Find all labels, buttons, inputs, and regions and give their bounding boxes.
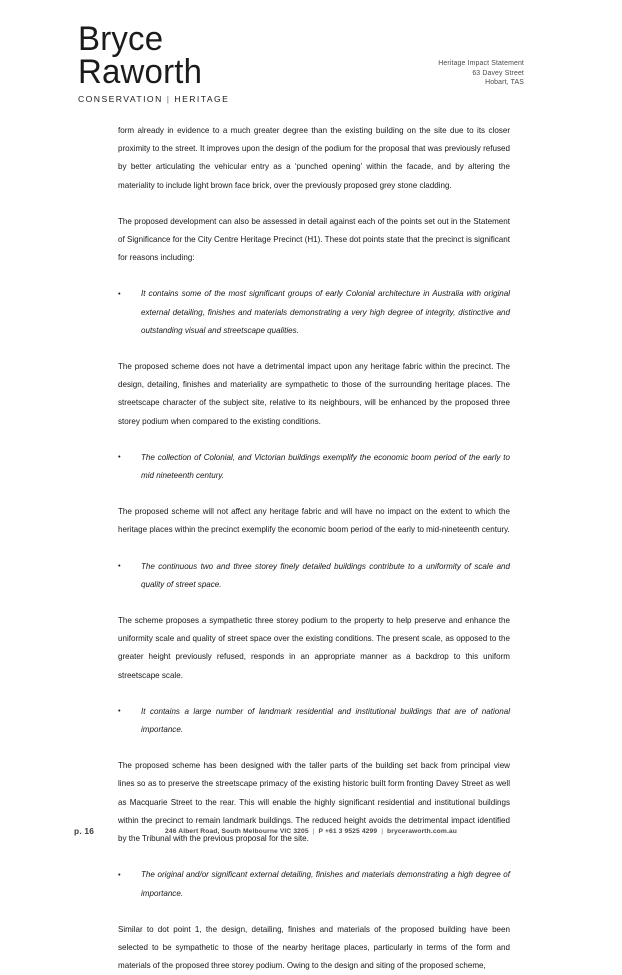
list-item: • The continuous two and three storey finely detailed buildings contribute to a uniformity of scale and quality of street space. <box>118 558 510 594</box>
bullet-list-3 <box>118 558 510 594</box>
company-logo <box>78 20 230 104</box>
footer-website[interactable]: bryceraworth.com.au <box>387 828 457 835</box>
list-item: • The original and/or significant external detailing, finishes and materials demonstrating a high degree of importance. <box>118 866 510 902</box>
paragraph-block-7 <box>118 921 510 975</box>
document-title: Heritage Impact Statement <box>438 60 524 67</box>
paragraph-block-4 <box>118 503 510 539</box>
bullet-list <box>118 866 510 902</box>
paragraph-block-3 <box>118 358 510 431</box>
bullet-list <box>118 285 510 340</box>
page-number: p. 16 <box>74 826 95 836</box>
paragraph-block-2 <box>118 213 510 268</box>
bullet-list-4 <box>118 703 510 739</box>
document-address-city: Hobart, TAS <box>485 79 524 87</box>
paragraph-block-5 <box>118 612 510 685</box>
document-body <box>118 122 510 975</box>
body-paragraph: The proposed scheme will not affect any heritage fabric and will have no impact on the extent to which the heritage places within the precinct exemplify the economic boom period of the early to mid-nineteenth century. <box>118 507 510 535</box>
logo-line-raworth: Raworth <box>78 53 203 91</box>
body-paragraph: The proposed development can also be assessed in detail against each of the points set out in the Statement of Significance for the City Centre Heritage Precinct (H1). These dot points state that the precinct is significant for reasons including: <box>118 216 510 263</box>
logo-line-bryce: Bryce <box>78 20 164 58</box>
footer-divider-2: | <box>381 828 384 835</box>
body-paragraph: form already in evidence to a much greater degree than the existing building on the site due to its closer proximity to the street. It improves upon the design of the podium for the proposal that was previously refused by better articulating the vehicular entry as a ‘punched opening’ within the facade, and by altering the materiality to include light brown face brick, over the previously proposed grey stone cladding. <box>118 126 510 190</box>
body-paragraph: The scheme proposes a sympathetic three storey podium to the property to help preserve and enhance the uniformity scale and quality of street space over the existing conditions. The present scale, as opposed to the greater height previously refused, responds in an appropriate manner as a backdrop to this uniform streetscape scale. <box>118 616 510 680</box>
list-item: • It contains some of the most significant groups of early Colonial architecture in Australia with original external detailing, finishes and materials demonstrating a very high degree of integrity, distinctive and outstanding visual and streetscape qualities. <box>118 285 510 340</box>
document-address-street: 63 Davey Street <box>472 69 524 77</box>
bullet-list-1 <box>118 285 510 340</box>
bullet-list-2 <box>118 449 510 485</box>
list-item: • The collection of Colonial, and Victorian buildings exemplify the economic boom period of the early to mid nineteenth century. <box>118 449 510 485</box>
bullet-list-5 <box>118 866 510 902</box>
body-paragraph: The proposed scheme has been designed with the taller parts of the building set back from principal view lines so as to preserve the streetscape primacy of the existing historic built form fronting Davey Street as well as Macquarie Street to the rear. This will enable the highly significant residential and institutional buildings within the precinct to remain landmark buildings. The reduced height avoids the detrimental impact identified by the Tribunal with the previous proposal for the site. <box>118 761 510 844</box>
logo-tagline <box>78 94 229 104</box>
document-reference-block <box>438 59 524 88</box>
body-paragraph: The proposed scheme does not have a detrimental impact upon any heritage fabric within the precinct. The design, detailing, finishes and materiality are sympathetic to those of the surrounding heritage places. The streetscape character of the subject site, relative to its neighbours, will be enhanced by the proposed three storey podium when compared to the existing conditions. <box>118 362 510 426</box>
footer-phone: P +61 3 9525 4299 <box>318 828 378 835</box>
list-item: • It contains a large number of landmark residential and institutional buildings that are of national importance. <box>118 703 510 739</box>
bullet-list <box>118 558 510 594</box>
footer-address: 246 Albert Road, South Melbourne VIC 3205 <box>165 828 309 835</box>
page-footer <box>0 826 622 846</box>
body-paragraph: Similar to dot point 1, the design, detailing, finishes and materials of the proposed building have been selected to be sympathetic to those of the nearby heritage places, particularly in terms of the form and materials of the proposed three storey podium. Owing to the design and siting of the proposed scheme, <box>118 924 510 971</box>
page-header <box>0 0 622 112</box>
bullet-list <box>118 449 510 485</box>
logo-tagline-conservation: CONSERVATION <box>78 94 163 104</box>
footer-divider-1: | <box>312 828 315 835</box>
logo-tagline-divider: | <box>166 94 171 104</box>
bullet-list <box>118 703 510 739</box>
paragraph-block-1 <box>118 122 510 195</box>
logo-tagline-heritage: HERITAGE <box>174 94 230 104</box>
footer-contact-details <box>0 828 622 835</box>
